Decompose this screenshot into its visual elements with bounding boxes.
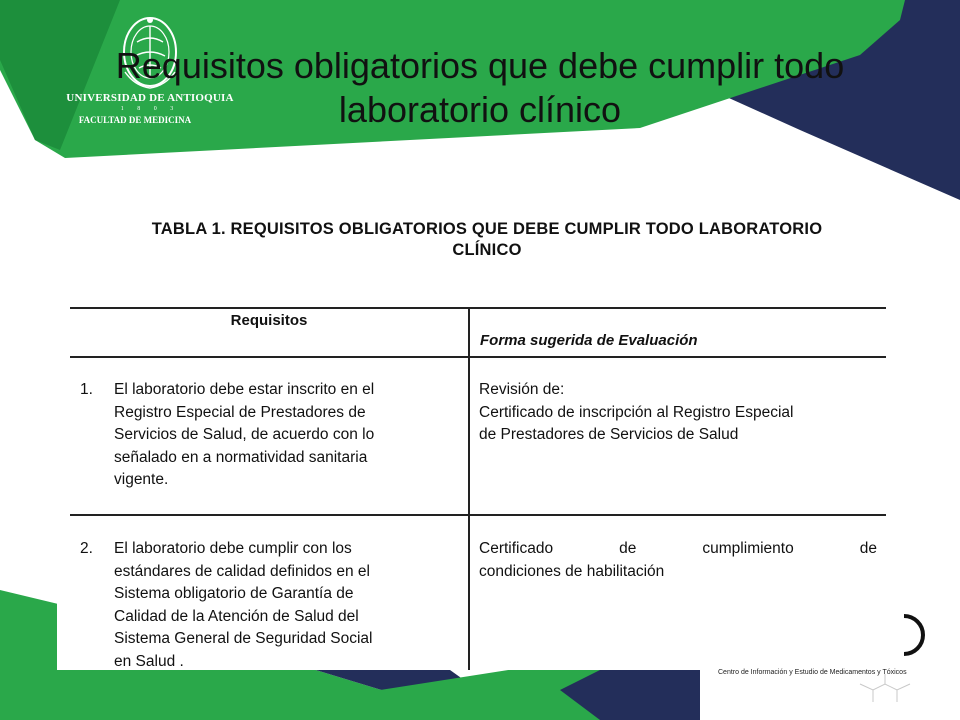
molecule-icon bbox=[855, 672, 915, 712]
slide-title-line-2: laboratorio clínico bbox=[338, 89, 622, 130]
requirement-line: Registro Especial de Prestadores de bbox=[114, 403, 366, 421]
requirement-1 bbox=[80, 379, 460, 492]
center-name: Centro de Información y Estudio de Medicamentos y Tóxicos bbox=[718, 669, 907, 676]
table-heading bbox=[77, 219, 897, 261]
slide-title-line-1: Requisitos obligatorios que debe cumplir todo bbox=[115, 45, 845, 86]
requirement-line: estándares de calidad definidos en el bbox=[114, 562, 370, 580]
column-header-requirements: Requisitos bbox=[230, 312, 308, 329]
table-heading-line-1: TABLA 1. REQUISITOS OBLIGATORIOS QUE DEBE CUMPLIR TODO LABORATORIO bbox=[151, 220, 823, 238]
requirement-text bbox=[114, 538, 460, 670]
evaluation-line: condiciones de habilitación bbox=[479, 562, 665, 580]
evaluation-line: Certificado de inscripción al Registro Especial bbox=[479, 403, 794, 421]
column-header-evaluation: Forma sugerida de Evaluación bbox=[480, 332, 698, 349]
table-header-rule bbox=[70, 356, 886, 358]
requirement-2 bbox=[80, 538, 460, 670]
requirement-line: El laboratorio debe estar inscrito en el bbox=[114, 381, 375, 398]
requirement-line: señalado en a normatividad sanitaria bbox=[114, 448, 368, 466]
evaluation-1 bbox=[479, 379, 877, 447]
evaluation-line: de Prestadores de Servicios de Salud bbox=[479, 426, 739, 443]
slide-title bbox=[60, 44, 900, 132]
table-column-divider bbox=[468, 308, 470, 670]
foundation-year: 1 8 0 3 bbox=[120, 106, 180, 112]
requirement-number: 1. bbox=[80, 381, 93, 398]
requirement-line: Sistema General de Seguridad Social bbox=[114, 630, 373, 647]
requirement-line: en Salud . bbox=[114, 652, 184, 670]
requirement-text bbox=[114, 379, 460, 492]
table-row-divider bbox=[70, 514, 886, 516]
requirement-line: El laboratorio debe cumplir con los bbox=[114, 540, 352, 557]
requirement-line: Servicios de Salud, de acuerdo con lo bbox=[114, 426, 375, 443]
university-name: UNIVERSIDAD DE ANTIOQUIA bbox=[66, 92, 234, 104]
requirement-line: Calidad de la Atención de Salud del bbox=[114, 607, 359, 625]
faculty-name: FACULTAD DE MEDICINA bbox=[78, 115, 192, 125]
cime-logo-arc-icon bbox=[898, 612, 930, 658]
requirement-line: Sistema obligatorio de Garantía de bbox=[114, 585, 354, 602]
table-heading-line-2: CLÍNICO bbox=[452, 241, 522, 259]
evaluation-line: Revisión de: bbox=[479, 381, 565, 398]
requirement-number: 2. bbox=[80, 540, 93, 557]
requirement-line: vigente. bbox=[114, 471, 169, 488]
evaluation-2 bbox=[479, 538, 877, 583]
evaluation-line: Certificado de cumplimiento de bbox=[479, 540, 877, 557]
table-top-rule bbox=[70, 307, 886, 309]
document-image bbox=[57, 190, 900, 670]
